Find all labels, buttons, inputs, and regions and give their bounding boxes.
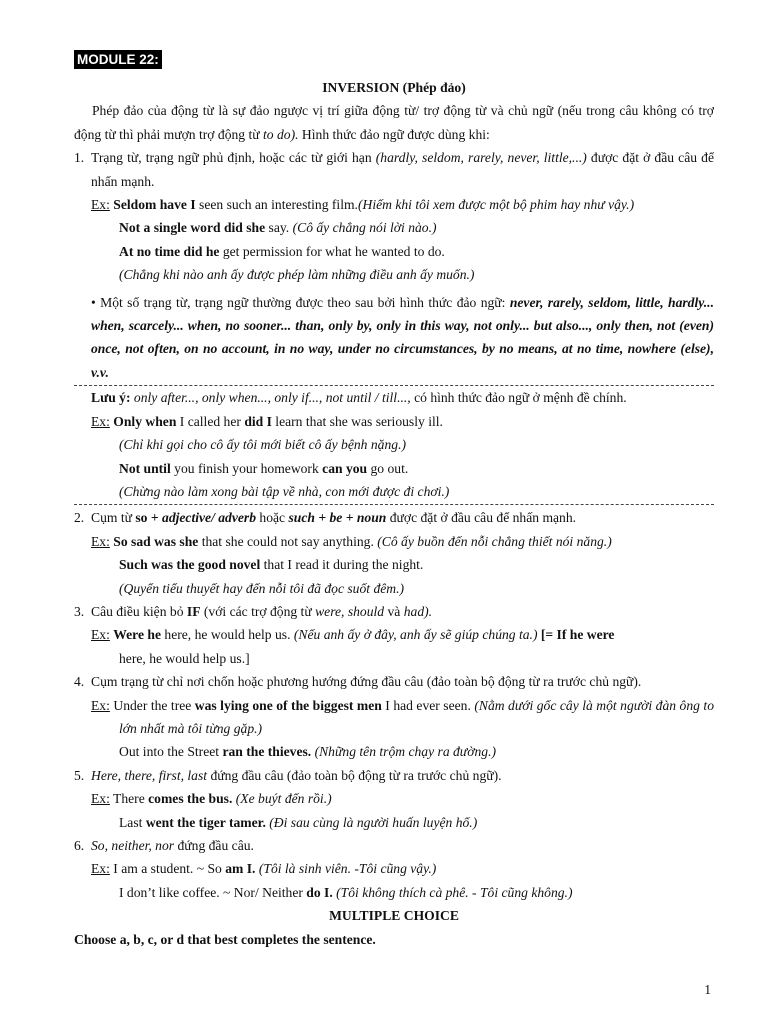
multiple-choice-instruction: Choose a, b, c, or d that best completes the sentence. bbox=[74, 931, 376, 947]
module-header bbox=[74, 48, 714, 75]
example-line: At no time did he get permission for what he wanted to do. bbox=[119, 243, 445, 259]
example-translation: (Chẳng khi nào anh ấy được phép làm những điều anh ấy muốn.) bbox=[119, 267, 475, 283]
rule-5: 5. Here, there, first, last đứng đầu câu (đảo toàn bộ động từ ra trước chủ ngữ). bbox=[74, 767, 502, 783]
example-line: Such was the good novel that I read it during the night. bbox=[119, 557, 424, 573]
rule-2: 2. Cụm từ so + adjective/ adverb hoặc such + be + noun được đặt ở đầu câu để nhấn mạnh. bbox=[74, 510, 577, 526]
rule-1: 1. Trạng từ, trạng ngữ phủ định, hoặc các từ giới hạn (hardly, seldom, rarely, never, little,...) được đặt ở đầu câu để nhấn mạnh. bbox=[74, 146, 714, 193]
example-translation: (Quyển tiểu thuyết hay đến nỗi tôi đã đọc suốt đêm.) bbox=[119, 580, 405, 596]
example-line: Out into the Street ran the thieves. (Những tên trộm chạy ra đường.) bbox=[119, 744, 496, 760]
section-title: INVERSION (Phép đảo) bbox=[322, 80, 466, 95]
page-number: 1 bbox=[704, 982, 711, 997]
example-line: Ex: I am a student. ~ So am I. (Tôi là sinh viên. -Tôi cũng vậy.) bbox=[91, 861, 437, 877]
module-label: MODULE 22: bbox=[74, 50, 162, 69]
example-translation: (Chừng nào làm xong bài tập về nhà, con mới được đi chơi.) bbox=[119, 483, 450, 499]
example-label: Ex: bbox=[91, 197, 110, 213]
rule-4: 4. Cụm trạng từ chỉ nơi chốn hoặc phương hướng đứng đầu câu (đảo toàn bộ động từ ra trước chủ ngữ). bbox=[74, 674, 642, 690]
dashed-divider bbox=[74, 504, 714, 505]
multiple-choice-heading: MULTIPLE CHOICE bbox=[329, 908, 459, 924]
example-line: Ex: Were he here, he would help us. (Nếu anh ấy ở đây, anh ấy sẽ giúp chúng ta.) [= If he were bbox=[91, 627, 615, 643]
example-line: Ex: Seldom have I seen such an interesting film.(Hiếm khi tôi xem được một bộ phim hay như vậy.) bbox=[91, 197, 635, 213]
example-line: here, he would help us.] bbox=[119, 650, 250, 666]
document-page bbox=[74, 48, 714, 951]
example-line: Ex: Under the tree was lying one of the biggest men I had ever seen. (Nằm dưới gốc cây là một người đàn ông to lớn nhất mà tôi từng gặp.) bbox=[91, 697, 714, 736]
example-line: Not until you finish your homework can you go out. bbox=[119, 460, 409, 476]
example-line: Ex: So sad was she that she could not say anything. (Cô ấy buồn đến nỗi chẳng thiết nói năng.) bbox=[91, 533, 612, 549]
example-line: Ex: Only when I called her did I learn that she was seriously ill. bbox=[91, 413, 443, 429]
example-translation: (Chỉ khi gọi cho cô ấy tôi mới biết cô ấy bệnh nặng.) bbox=[119, 437, 406, 453]
example-line: I don’t like coffee. ~ Nor/ Neither do I. (Tôi không thích cà phê. - Tôi cũng không.) bbox=[119, 884, 573, 900]
note-line: Lưu ý: only after..., only when..., only if..., not until / till..., có hình thức đảo ngữ ở mệnh đề chính. bbox=[91, 390, 627, 406]
example-line: Ex: There comes the bus. (Xe buýt đến rồi.) bbox=[91, 791, 332, 807]
bullet-note: • Một số trạng từ, trạng ngữ thường được theo sau bởi hình thức đảo ngữ: never, rarely, seldom, little, hardly... when, scarcely... when, no sooner... than, only by, only in this way, not only... but also..., only then, not (even) once, not often, on no account, in no way, under no circumstances, by no means, at no time, nowhere (else), v.v. bbox=[91, 294, 714, 380]
rule-3: 3. Câu điều kiện bỏ IF (với các trợ động từ were, should và had). bbox=[74, 603, 433, 619]
example-line: Last went the tiger tamer. (Đi sau cùng là người huấn luyện hổ.) bbox=[119, 814, 478, 830]
example-line: Not a single word did she say. (Cô ấy chẳng nói lời nào.) bbox=[119, 220, 437, 236]
rule-number: 1. bbox=[74, 150, 85, 166]
rule-6: 6. So, neither, nor đứng đầu câu. bbox=[74, 838, 254, 853]
intro-paragraph: Phép đảo của động từ là sự đảo ngược vị trí giữa động từ/ trợ động từ và chủ ngữ (nếu trong câu không có trợ động từ thì phải mượn trợ động từ to do). Hình thức đảo ngữ được dùng khi: bbox=[74, 103, 714, 142]
